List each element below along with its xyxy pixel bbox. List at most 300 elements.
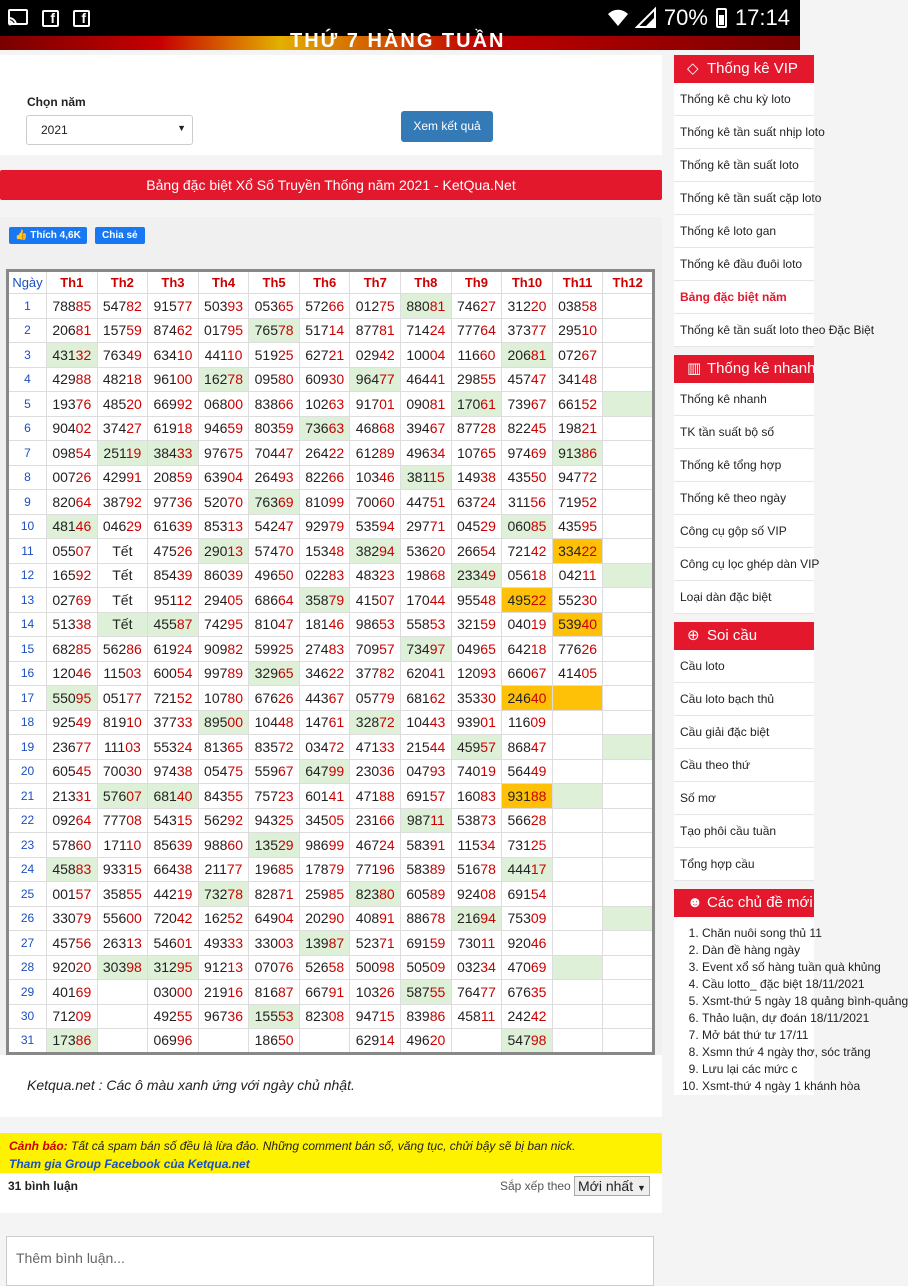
clock: 17:14 bbox=[734, 5, 790, 30]
result-cell: 23166 bbox=[350, 808, 401, 833]
day-number: 11 bbox=[8, 539, 47, 564]
result-cell: 52371 bbox=[350, 931, 401, 956]
table-note: Ketqua.net : Các ô màu xanh ứng với ngày chủ nhật. bbox=[0, 1055, 662, 1117]
result-cell: 07076 bbox=[249, 955, 300, 980]
result-cell: 76578 bbox=[249, 318, 300, 343]
month-header: Th10 bbox=[502, 271, 553, 294]
result-cell: 57860 bbox=[47, 833, 98, 858]
table-row bbox=[8, 931, 654, 956]
result-cell: 59925 bbox=[249, 637, 300, 662]
result-cell bbox=[552, 784, 603, 809]
table-row bbox=[8, 441, 654, 466]
result-cell: 42991 bbox=[97, 465, 148, 490]
result-cell: 92408 bbox=[451, 882, 502, 907]
special-prize-table bbox=[6, 269, 655, 1055]
result-cell: 40169 bbox=[47, 980, 98, 1005]
result-cell: 73278 bbox=[198, 882, 249, 907]
result-cell bbox=[603, 367, 654, 392]
result-cell: 73663 bbox=[299, 416, 350, 441]
result-cell: 06800 bbox=[198, 392, 249, 417]
result-cell: 35330 bbox=[451, 686, 502, 711]
result-cell: 56292 bbox=[198, 808, 249, 833]
diamond-icon: ◇ bbox=[687, 60, 699, 77]
result-cell: 81365 bbox=[198, 735, 249, 760]
result-cell bbox=[552, 857, 603, 882]
result-cell: 01795 bbox=[198, 318, 249, 343]
result-cell: 49255 bbox=[148, 1004, 199, 1029]
comment-input[interactable]: Thêm bình luận... bbox=[6, 1236, 654, 1286]
result-cell bbox=[603, 808, 654, 833]
result-cell: 95112 bbox=[148, 588, 199, 613]
result-cell: 57266 bbox=[299, 294, 350, 319]
result-cell: 26654 bbox=[451, 539, 502, 564]
year-select[interactable] bbox=[26, 115, 193, 145]
result-cell: 44367 bbox=[299, 686, 350, 711]
result-cell: 98711 bbox=[401, 808, 452, 833]
sort-value: Mới nhất bbox=[578, 1177, 634, 1194]
result-cell: 93901 bbox=[451, 710, 502, 735]
day-number: 19 bbox=[8, 735, 47, 760]
result-cell: 83572 bbox=[249, 735, 300, 760]
result-cell: 13987 bbox=[299, 931, 350, 956]
result-cell: 45756 bbox=[47, 931, 98, 956]
table-row bbox=[8, 637, 654, 662]
result-cell: 66152 bbox=[552, 392, 603, 417]
result-cell: 25119 bbox=[97, 441, 148, 466]
result-cell: 77708 bbox=[97, 808, 148, 833]
result-cell: 50393 bbox=[198, 294, 249, 319]
month-header: Th1 bbox=[47, 271, 98, 294]
result-cell: 09081 bbox=[401, 392, 452, 417]
result-cell: 58389 bbox=[401, 857, 452, 882]
result-cell: 91701 bbox=[350, 392, 401, 417]
soi-item[interactable]: Tạo phôi cầu tuần bbox=[674, 815, 814, 848]
soi-item[interactable]: Cầu loto bbox=[674, 650, 814, 683]
result-cell: 88678 bbox=[401, 906, 452, 931]
table-row bbox=[8, 1029, 654, 1054]
topic-item[interactable]: 8. Xsmn thứ 4 ngày thơ, sóc trăng bbox=[702, 1044, 814, 1061]
table-row bbox=[8, 612, 654, 637]
quick-item[interactable]: Thống kê theo ngày bbox=[674, 482, 814, 515]
result-cell: 20859 bbox=[148, 465, 199, 490]
result-cell: 74019 bbox=[451, 759, 502, 784]
vip-item[interactable]: Thống kê tần suất nhịp loto bbox=[674, 116, 814, 149]
result-cell: 72152 bbox=[148, 686, 199, 711]
cast-icon bbox=[8, 9, 28, 27]
result-cell: 26493 bbox=[249, 465, 300, 490]
result-cell: 56628 bbox=[502, 808, 553, 833]
result-cell: 02283 bbox=[299, 563, 350, 588]
table-row bbox=[8, 808, 654, 833]
result-cell: 12046 bbox=[47, 661, 98, 686]
result-cell: 77626 bbox=[552, 637, 603, 662]
soi-item[interactable]: Số mơ bbox=[674, 782, 814, 815]
result-cell: 77196 bbox=[350, 857, 401, 882]
facebook-group-link[interactable]: Tham gia Group Facebook của Ketqua.net bbox=[9, 1156, 250, 1171]
result-cell bbox=[603, 784, 654, 809]
result-cell: 04211 bbox=[552, 563, 603, 588]
result-cell: 03234 bbox=[451, 955, 502, 980]
result-cell: 23677 bbox=[47, 735, 98, 760]
result-cell: 61289 bbox=[350, 441, 401, 466]
day-number: 17 bbox=[8, 686, 47, 711]
result-cell: 55324 bbox=[148, 735, 199, 760]
result-cell: 71424 bbox=[401, 318, 452, 343]
result-cell: 11660 bbox=[451, 343, 502, 368]
result-cell: 26313 bbox=[97, 931, 148, 956]
result-cell: 97736 bbox=[148, 490, 199, 515]
result-cell bbox=[552, 980, 603, 1005]
table-container bbox=[0, 269, 662, 1055]
result-cell: 16592 bbox=[47, 563, 98, 588]
result-cell: 55967 bbox=[249, 759, 300, 784]
topic-item[interactable]: 5. Xsmt-thứ 5 ngày 18 quảng bình-quảng bbox=[702, 993, 814, 1010]
table-row bbox=[8, 318, 654, 343]
result-cell: 49634 bbox=[401, 441, 452, 466]
result-cell: 24640 bbox=[502, 686, 553, 711]
result-cell: 71209 bbox=[47, 1004, 98, 1029]
sort-select[interactable] bbox=[574, 1176, 650, 1196]
result-cell: 33003 bbox=[249, 931, 300, 956]
topic-item[interactable]: 4. Cầu lotto_ đặc biệt 18/11/2021 bbox=[702, 976, 814, 993]
comment-count: 31 bình luận bbox=[8, 1178, 79, 1193]
result-cell: 00157 bbox=[47, 882, 98, 907]
result-cell: 84355 bbox=[198, 784, 249, 809]
year-select-value: 2021 bbox=[41, 123, 68, 137]
result-cell bbox=[552, 1004, 603, 1029]
result-cell: 73125 bbox=[502, 833, 553, 858]
result-cell bbox=[603, 294, 654, 319]
result-cell: 39467 bbox=[401, 416, 452, 441]
day-number: 14 bbox=[8, 612, 47, 637]
day-number: 21 bbox=[8, 784, 47, 809]
promo-banner[interactable] bbox=[0, 30, 800, 52]
result-cell: 11534 bbox=[451, 833, 502, 858]
result-cell: 18146 bbox=[299, 612, 350, 637]
result-cell: 16083 bbox=[451, 784, 502, 809]
result-cell: 87728 bbox=[451, 416, 502, 441]
month-header: Th12 bbox=[603, 271, 654, 294]
result-cell: 70060 bbox=[350, 490, 401, 515]
result-cell bbox=[603, 514, 654, 539]
result-cell: 29771 bbox=[401, 514, 452, 539]
result-cell: 51338 bbox=[47, 612, 98, 637]
result-cell: 47069 bbox=[502, 955, 553, 980]
day-number: 18 bbox=[8, 710, 47, 735]
month-header: Th7 bbox=[350, 271, 401, 294]
result-cell: 97438 bbox=[148, 759, 199, 784]
result-cell: 05507 bbox=[47, 539, 98, 564]
result-cell: 37427 bbox=[97, 416, 148, 441]
result-cell: 76349 bbox=[97, 343, 148, 368]
result-cell: 85439 bbox=[148, 563, 199, 588]
result-cell bbox=[603, 735, 654, 760]
result-cell: 32159 bbox=[451, 612, 502, 637]
result-cell: 75723 bbox=[249, 784, 300, 809]
warning-box bbox=[0, 1133, 662, 1173]
quick-item[interactable]: Thống kê tổng hợp bbox=[674, 449, 814, 482]
quick-item[interactable]: TK tần suất bộ số bbox=[674, 416, 814, 449]
month-header: Th5 bbox=[249, 271, 300, 294]
result-cell: 75309 bbox=[502, 906, 553, 931]
result-cell: 31156 bbox=[502, 490, 553, 515]
soi-section-header bbox=[674, 622, 814, 650]
result-cell: 82064 bbox=[47, 490, 98, 515]
filter-panel bbox=[0, 55, 662, 155]
result-cell: 87462 bbox=[148, 318, 199, 343]
topic-item[interactable]: 7. Mở bát thứ tư 17/11 bbox=[702, 1027, 814, 1044]
result-cell: 10443 bbox=[401, 710, 452, 735]
vip-item[interactable]: Bảng đặc biệt năm bbox=[674, 281, 814, 314]
result-cell: 82871 bbox=[249, 882, 300, 907]
result-cell: 40891 bbox=[350, 906, 401, 931]
result-cell: 54315 bbox=[148, 808, 199, 833]
quick-item[interactable]: Thống kê nhanh bbox=[674, 383, 814, 416]
soi-item[interactable]: Tổng hợp cầu bbox=[674, 848, 814, 881]
day-number: 28 bbox=[8, 955, 47, 980]
result-cell bbox=[603, 857, 654, 882]
result-cell: 54247 bbox=[249, 514, 300, 539]
result-cell: 34622 bbox=[299, 661, 350, 686]
battery-level: 70% bbox=[663, 5, 708, 30]
quick-section-header bbox=[674, 355, 814, 383]
result-cell: 69154 bbox=[502, 882, 553, 907]
result-cell: 57470 bbox=[249, 539, 300, 564]
result-cell: 67626 bbox=[249, 686, 300, 711]
result-cell: 63904 bbox=[198, 465, 249, 490]
result-cell: 51678 bbox=[451, 857, 502, 882]
result-cell: 47526 bbox=[148, 539, 199, 564]
topic-item[interactable]: 2. Dàn đề hàng ngày bbox=[702, 942, 814, 959]
result-cell: 58755 bbox=[401, 980, 452, 1005]
result-cell: 17110 bbox=[97, 833, 148, 858]
topic-item[interactable]: 3. Event xổ số hàng tuần quà khủng bbox=[702, 959, 814, 976]
day-number: 24 bbox=[8, 857, 47, 882]
result-cell: 85313 bbox=[198, 514, 249, 539]
soi-item[interactable]: Cầu giải đặc biệt bbox=[674, 716, 814, 749]
day-number: 27 bbox=[8, 931, 47, 956]
result-cell: 66992 bbox=[148, 392, 199, 417]
day-number: 22 bbox=[8, 808, 47, 833]
result-cell: 03000 bbox=[148, 980, 199, 1005]
result-cell: 04793 bbox=[401, 759, 452, 784]
day-number: 26 bbox=[8, 906, 47, 931]
result-cell: 73497 bbox=[401, 637, 452, 662]
result-cell bbox=[198, 1029, 249, 1054]
result-cell: 14938 bbox=[451, 465, 502, 490]
result-cell: Tết bbox=[97, 563, 148, 588]
result-cell: 27483 bbox=[299, 637, 350, 662]
result-cell bbox=[603, 490, 654, 515]
soi-item[interactable]: Cầu theo thứ bbox=[674, 749, 814, 782]
result-cell: 85639 bbox=[148, 833, 199, 858]
topic-item[interactable]: 6. Thảo luận, dự đoán 18/11/2021 bbox=[702, 1010, 814, 1027]
result-cell: 87781 bbox=[350, 318, 401, 343]
result-cell: 15759 bbox=[97, 318, 148, 343]
warning-label: Cảnh báo: bbox=[9, 1138, 68, 1153]
result-cell: 94715 bbox=[350, 1004, 401, 1029]
result-cell: 43132 bbox=[47, 343, 98, 368]
view-results-button[interactable]: Xem kết quả bbox=[401, 111, 493, 142]
result-cell: 98699 bbox=[299, 833, 350, 858]
result-cell: 10448 bbox=[249, 710, 300, 735]
vip-item[interactable]: Thống kê tần suất loto theo Đặc Biệt bbox=[674, 314, 814, 347]
result-cell: 17879 bbox=[299, 857, 350, 882]
vip-item[interactable]: Thống kê loto gan bbox=[674, 215, 814, 248]
result-cell: 76477 bbox=[451, 980, 502, 1005]
result-cell: 45747 bbox=[502, 367, 553, 392]
quick-item[interactable]: Loại dàn đặc biệt bbox=[674, 581, 814, 614]
soi-item[interactable]: Cầu loto bạch thủ bbox=[674, 683, 814, 716]
vip-item[interactable]: Thống kê đầu đuôi loto bbox=[674, 248, 814, 281]
result-cell: 21544 bbox=[401, 735, 452, 760]
result-cell: 29405 bbox=[198, 588, 249, 613]
month-header: Th11 bbox=[552, 271, 603, 294]
table-row bbox=[8, 343, 654, 368]
table-row bbox=[8, 980, 654, 1005]
result-cell: 24242 bbox=[502, 1004, 553, 1029]
topic-item[interactable]: 1. Chăn nuôi song thủ 11 bbox=[702, 925, 814, 942]
result-cell bbox=[603, 931, 654, 956]
result-cell: 52658 bbox=[299, 955, 350, 980]
caret-down-icon: ▼ bbox=[636, 1182, 646, 1193]
result-cell bbox=[603, 539, 654, 564]
result-cell: 94772 bbox=[552, 465, 603, 490]
result-cell: 81687 bbox=[249, 980, 300, 1005]
result-cell: 51925 bbox=[249, 343, 300, 368]
vip-title: Thống kê VIP bbox=[707, 60, 798, 77]
quick-item[interactable]: Công cụ gộp số VIP bbox=[674, 515, 814, 548]
table-row bbox=[8, 710, 654, 735]
result-cell: 26422 bbox=[299, 441, 350, 466]
result-cell: 52070 bbox=[198, 490, 249, 515]
vip-item[interactable]: Thống kê tần suất cặp loto bbox=[674, 182, 814, 215]
result-cell: 23349 bbox=[451, 563, 502, 588]
result-cell: 56449 bbox=[502, 759, 553, 784]
result-cell: 09580 bbox=[249, 367, 300, 392]
quick-item[interactable]: Công cụ lọc ghép dàn VIP bbox=[674, 548, 814, 581]
warning-text: Tất cả spam bán số đều là lừa đảo. Những comment bán số, văng tục, chửi bậy sẽ bị ban nick. bbox=[71, 1138, 576, 1153]
result-cell bbox=[552, 882, 603, 907]
result-cell bbox=[552, 686, 603, 711]
result-cell: 21694 bbox=[451, 906, 502, 931]
day-number: 16 bbox=[8, 661, 47, 686]
day-number: 3 bbox=[8, 343, 47, 368]
result-cell: 14761 bbox=[299, 710, 350, 735]
result-cell: 17386 bbox=[47, 1029, 98, 1054]
result-cell bbox=[603, 833, 654, 858]
result-cell bbox=[552, 1029, 603, 1054]
result-cell: 10346 bbox=[350, 465, 401, 490]
table-row bbox=[8, 1004, 654, 1029]
result-cell: 05365 bbox=[249, 294, 300, 319]
result-cell: 92020 bbox=[47, 955, 98, 980]
result-cell: 72042 bbox=[148, 906, 199, 931]
result-cell bbox=[603, 588, 654, 613]
day-number: 31 bbox=[8, 1029, 47, 1054]
result-cell: 54601 bbox=[148, 931, 199, 956]
result-cell: 41405 bbox=[552, 661, 603, 686]
day-number: 13 bbox=[8, 588, 47, 613]
result-cell: 43550 bbox=[502, 465, 553, 490]
table-row bbox=[8, 686, 654, 711]
result-cell bbox=[603, 1004, 654, 1029]
result-cell: 20681 bbox=[502, 343, 553, 368]
result-cell bbox=[552, 759, 603, 784]
result-cell: 68140 bbox=[148, 784, 199, 809]
result-cell: 94659 bbox=[198, 416, 249, 441]
result-cell: 92046 bbox=[502, 931, 553, 956]
result-cell: 72142 bbox=[502, 539, 553, 564]
month-header: Th9 bbox=[451, 271, 502, 294]
result-cell bbox=[552, 710, 603, 735]
day-column-header: Ngày bbox=[8, 271, 47, 294]
facebook-like-button[interactable]: 👍 Thích 4,6K bbox=[9, 227, 87, 244]
result-cell: 48146 bbox=[47, 514, 98, 539]
result-cell: 12093 bbox=[451, 661, 502, 686]
result-cell: 91213 bbox=[198, 955, 249, 980]
vip-list bbox=[674, 83, 875, 347]
result-cell: 53873 bbox=[451, 808, 502, 833]
result-cell: 06085 bbox=[502, 514, 553, 539]
result-cell: 74627 bbox=[451, 294, 502, 319]
day-number: 7 bbox=[8, 441, 47, 466]
result-cell: 97469 bbox=[502, 441, 553, 466]
vip-section-header bbox=[674, 55, 814, 83]
topic-item[interactable]: 9. Lưu lại các mức c bbox=[702, 1061, 814, 1078]
result-cell: 60054 bbox=[148, 661, 199, 686]
result-cell: 49333 bbox=[198, 931, 249, 956]
result-cell: 10765 bbox=[451, 441, 502, 466]
result-cell: 66067 bbox=[502, 661, 553, 686]
result-cell: 05177 bbox=[97, 686, 148, 711]
day-number: 12 bbox=[8, 563, 47, 588]
day-number: 8 bbox=[8, 465, 47, 490]
result-cell: 48323 bbox=[350, 563, 401, 588]
facebook-share-button[interactable]: Chia sẻ bbox=[95, 227, 145, 244]
result-cell: 82380 bbox=[350, 882, 401, 907]
topic-item[interactable]: 10. Xsmt-thứ 4 ngày 1 khánh hòa bbox=[702, 1078, 814, 1095]
table-row bbox=[8, 833, 654, 858]
result-cell: 62041 bbox=[401, 661, 452, 686]
result-cell: 62914 bbox=[350, 1029, 401, 1054]
vip-item[interactable]: Thống kê tần suất loto bbox=[674, 149, 814, 182]
result-cell: 96100 bbox=[148, 367, 199, 392]
month-header: Th8 bbox=[401, 271, 452, 294]
result-cell: 54782 bbox=[97, 294, 148, 319]
result-cell: 60141 bbox=[299, 784, 350, 809]
result-cell: 73967 bbox=[502, 392, 553, 417]
result-cell: 70447 bbox=[249, 441, 300, 466]
result-cell: 49522 bbox=[502, 588, 553, 613]
result-cell bbox=[552, 955, 603, 980]
day-number: 6 bbox=[8, 416, 47, 441]
result-cell: 97675 bbox=[198, 441, 249, 466]
result-cell bbox=[97, 1004, 148, 1029]
result-cell: 78885 bbox=[47, 294, 98, 319]
result-cell: 49620 bbox=[401, 1029, 452, 1054]
result-cell: 47188 bbox=[350, 784, 401, 809]
result-cell: 93315 bbox=[97, 857, 148, 882]
result-cell: 02769 bbox=[47, 588, 98, 613]
result-cell: 83986 bbox=[401, 1004, 452, 1029]
result-cell bbox=[603, 882, 654, 907]
result-cell: 05618 bbox=[502, 563, 553, 588]
table-row bbox=[8, 955, 654, 980]
day-number: 20 bbox=[8, 759, 47, 784]
result-cell: Tết bbox=[97, 539, 148, 564]
vip-item[interactable]: Thống kê chu kỳ loto bbox=[674, 83, 814, 116]
